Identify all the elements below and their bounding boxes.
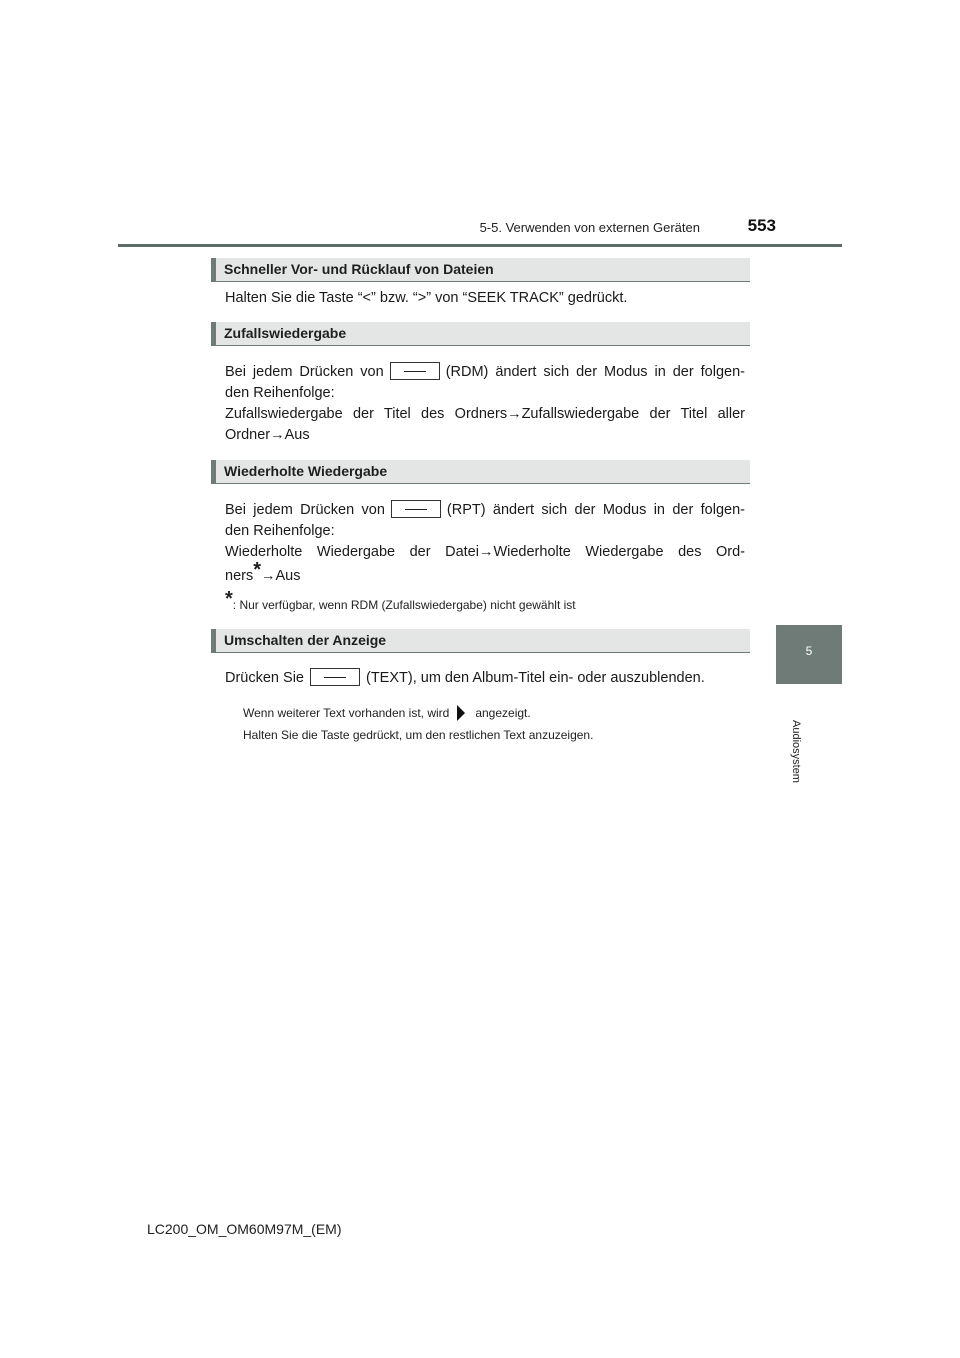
section-heading-display: Umschalten der Anzeige [211,629,750,653]
repeat-line-1: Bei jedem Drücken von (RPT) ändert sich der Modus in der folgen- [225,502,745,518]
section-heading-fast-forward: Schneller Vor- und Rücklauf von Dateien [211,258,750,282]
random-line-1: Bei jedem Drücken von (RDM) ändert sich der Modus in der folgen- [225,364,745,380]
running-header-section: 5-5. Verwenden von externen Geräten [479,220,700,235]
random-line-4: Ordner→Aus [225,427,310,443]
footnote-star: * [225,588,233,610]
display-text: Drücken Sie (TEXT), um den Album-Titel ein- oder auszublenden. [225,670,705,686]
rpt-button-icon [391,500,441,518]
header-rule [118,244,842,247]
display-hint-1: Wenn weiterer Text vorhanden ist, wird angezeigt. [243,706,531,720]
text-button-icon [310,668,360,686]
chapter-number: 5 [805,644,813,658]
footnote-marker: * [253,559,262,581]
document-code: LC200_OM_OM60M97M_(EM) [147,1221,342,1237]
repeat-line-4: ners*→Aus [225,559,301,584]
repeat-line-2: den Reihenfolge: [225,523,335,539]
more-text-arrow-icon [457,705,465,721]
random-line-3: Zufallswiedergabe der Titel des Ordners→Zufallswiedergabe der Titel aller [225,406,745,422]
repeat-footnote: *: Nur verfügbar, wenn RDM (Zufallswiedergabe) nicht gewählt ist [225,588,576,612]
rdm-button-icon [390,362,440,380]
repeat-paragraph [225,500,745,616]
random-line-2: den Reihenfolge: [225,385,335,401]
repeat-line-3: Wiederholte Wiedergabe der Datei→Wiederholte Wiedergabe des Ord- [225,544,745,560]
chapter-tab [776,625,842,684]
section-heading-random: Zufallswiedergabe [211,322,750,346]
fast-forward-text: Halten Sie die Taste “<” bzw. “>” von “SEEK TRACK” gedrückt. [225,290,628,306]
section-heading-repeat: Wiederholte Wiedergabe [211,460,750,484]
chapter-label: Audiosystem [790,720,802,783]
display-hint-2: Halten Sie die Taste gedrückt, um den restlichen Text anzuzeigen. [243,728,594,742]
random-paragraph [225,362,745,446]
page-number: 553 [747,216,776,235]
